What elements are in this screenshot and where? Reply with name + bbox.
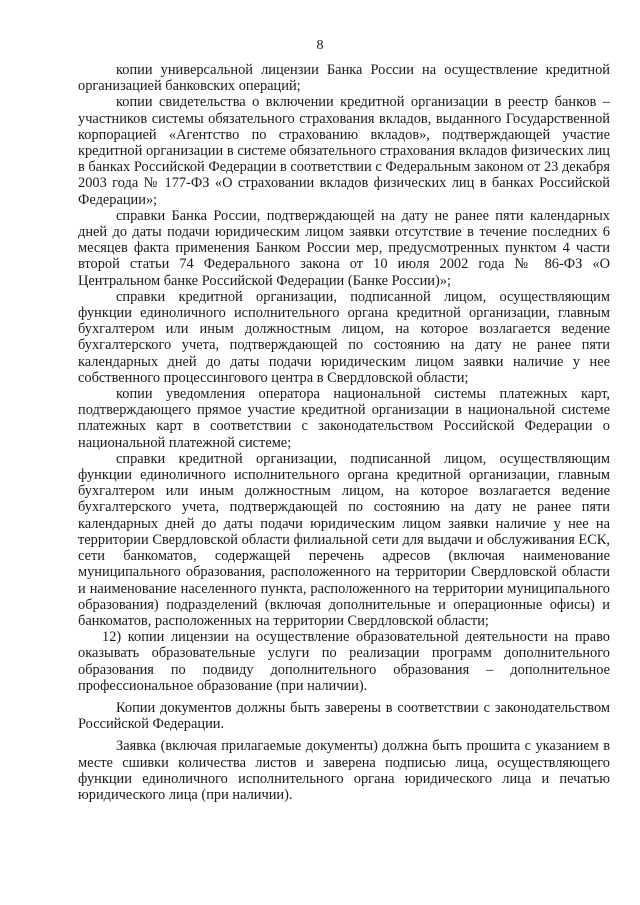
document-body <box>78 62 610 803</box>
paragraph-payment-system-notice: копии уведомления оператора национальной системы платежных карт, подтверждающего прямое участие кредитной организации в национальной системе платежных карт в соответствии с законодательством Российской Федерации о национальной платежной системе; <box>78 386 610 451</box>
paragraph-license-copy: копии универсальной лицензии Банка России на осуществление кредитной организацией банковских операций; <box>78 62 610 95</box>
paragraph-education-license: 12) копии лицензии на осуществление образовательной деятельности на право оказывать образовательные услуги по реализации программ дополнительного образования по подвиду дополнительного образования – дополнительное профессиональное образование (при наличии). <box>78 629 610 694</box>
paragraph-processing-center-certificate: справки кредитной организации, подписанной лицом, осуществляющим функции единоличного исполнительного органа кредитной организации, главным бухгалтером или иным должностным лицом, на которое возлагается ведение бухгалтерского учета, подтверждающей по состоянию на дату не ранее пяти календарных дней до даты подачи юридическим лицом заявки наличие у нее собственного процессингового центра в Свердловской области; <box>78 288 610 386</box>
page-number: 8 <box>316 38 324 53</box>
paragraph-deposit-insurance-certificate: копии свидетельства о включении кредитной организации в реестр банков – участников системы обязательного страхования вкладов, выданного Государственной корпорацией «Агентство по страхованию вкладов», подтверждающей участие кредитной организации в системе обязательного страхования вкладов физических лиц в банках Российской Федерации в соответствии с Федеральным законом от 23 декабря 2003 года № 177-ФЗ «О страховании вкладов физических лиц в банках Российской Федерации»; <box>78 94 610 208</box>
paragraph-branch-network-certificate: справки кредитной организации, подписанной лицом, осуществляющим функции единоличного исполнительного органа кредитной организации, главным бухгалтером или иным должностным лицом, на которое возлагается ведение бухгалтерского учета, подтверждающей по состоянию на дату не ранее пяти календарных дней до даты подачи юридическим лицом заявки наличие у нее на территории Свердловской области филиальной сети для выдачи и обслуживания ЕСК, сети банкоматов, содержащей перечень адресов (включая наименование муниципального образования, расположенного на территории Свердловской области и наименование населенного пункта, расположенного на территории муниципального образования) подразделений (включая дополнительные и операционные офисы) и банкоматов, расположенных на территории Свердловской области; <box>78 450 610 629</box>
paragraph-certified-copies: Копии документов должны быть заверены в соответствии с законодательством Российской Федерации. <box>78 699 610 733</box>
paragraph-bank-of-russia-certificate: справки Банка России, подтверждающей на дату не ранее пяти календарных дней до даты подачи юридическим лицом заявки отсутствие в течение последних 6 месяцев факта применения Банком России мер, предусмотренных пунктом 4 части второй статьи 74 Федерального закона от 10 июля 2002 года № 86-ФЗ «О Центральном банке Российской Федерации (Банке России)»; <box>78 207 610 289</box>
paragraph-application-binding: Заявка (включая прилагаемые документы) должна быть прошита с указанием в месте сшивки количества листов и заверена подписью лица, осуществляющего функции единоличного исполнительного органа юридического лица и печатью юридического лица (при наличии). <box>78 738 610 803</box>
